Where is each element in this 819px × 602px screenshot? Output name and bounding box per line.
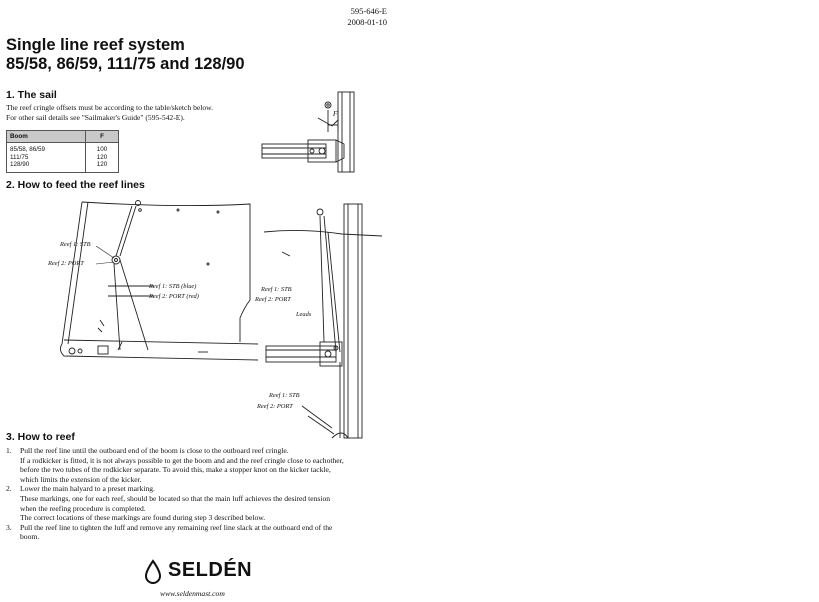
label-right-reef-2: Reef 2: PORT <box>255 296 291 303</box>
step-number: 1. <box>6 446 12 455</box>
label-mid-reef-2: Reef 2: PORT (red) <box>149 293 199 300</box>
leader-lines-left <box>96 246 156 300</box>
table-cell-f: 120 <box>86 154 119 162</box>
step-number: 3. <box>6 522 12 532</box>
step-line: If a rodkicker is fitted, it is not always possible to get the boom and and the reef cringle close to eachother, <box>20 455 344 465</box>
table-header-row <box>7 131 119 143</box>
label-mid-reef-1: Reef 1: STB (blue) <box>149 283 197 290</box>
table-header-boom: Boom <box>7 131 86 143</box>
table-cell-f: 120 <box>86 161 119 172</box>
step-line: which limits the extension of the kicker. <box>20 474 142 484</box>
document-number: 595-646-E <box>350 6 387 16</box>
section-2-heading: 2. How to feed the reef lines <box>6 179 145 191</box>
step-number: 2. <box>6 484 12 494</box>
selden-logo-icon <box>143 559 163 585</box>
table-row <box>7 161 119 172</box>
label-left-reef-1: Reef 1: STB <box>60 241 91 248</box>
reef-steps-list <box>6 446 386 542</box>
step-line: before the two tubes of the rodkicker separate. To avoid this, make a stopper knot on the kicker tackle, <box>20 465 331 475</box>
boom-offset-table <box>6 130 119 173</box>
list-item <box>6 484 386 522</box>
step-line: These markings, one for each reef, should be located so that the main luff achieves the desired tension <box>20 493 331 503</box>
section-1-para-2: For other sail details see "Sailmaker's Guide" (595-542-E). <box>6 113 185 122</box>
offset-label-f: F <box>333 110 338 118</box>
title-line-1: Single line reef system <box>6 36 185 54</box>
page-title <box>6 36 245 74</box>
step-line: Pull the reef line to tighten the luff and remove any remaining reef line slack at the outboard end of the <box>20 522 333 532</box>
label-bottom-reef-2: Reef 2: PORT <box>257 403 293 410</box>
table-cell-f: 100 <box>86 143 119 154</box>
table-cell-boom: 111/75 <box>7 154 86 162</box>
section-3-heading: 3. How to reef <box>6 431 75 443</box>
step-line: boom. <box>20 532 40 542</box>
sail-offset-sketch <box>258 88 386 174</box>
section-1-heading: 1. The sail <box>6 89 57 101</box>
label-leads: Leads <box>296 311 312 318</box>
label-bottom-reef-1: Reef 1: STB <box>269 392 300 399</box>
table-cell-boom: 85/58, 86/59 <box>7 143 86 154</box>
label-left-reef-2: Reef 2: PORT <box>48 260 84 267</box>
step-line: Lower the main halyard to a preset marking. <box>20 484 155 494</box>
table-row <box>7 154 119 162</box>
step-line: The correct locations of these markings are found during step 3 described below. <box>20 513 266 523</box>
title-line-2: 85/58, 86/59, 111/75 and 128/90 <box>6 55 245 73</box>
table-header-f: F <box>86 131 119 143</box>
label-right-reef-1: Reef 1: STB <box>261 286 292 293</box>
step-line: Pull the reef line until the outboard end of the boom is close to the outboard reef cringle. <box>20 446 289 455</box>
list-item <box>6 523 386 542</box>
document-header <box>331 6 387 28</box>
brand-logo-text: SELDÉN <box>168 559 253 581</box>
table-row <box>7 143 119 154</box>
step-line: when the reefing procedure is completed. <box>20 503 146 513</box>
list-item <box>6 446 386 484</box>
document-date: 2008-01-10 <box>347 17 387 27</box>
footer-url: www.seldenmast.com <box>160 589 225 598</box>
section-1-para-1: The reef cringle offsets must be according to the table/sketch below. <box>6 103 214 112</box>
table-cell-boom: 128/90 <box>7 161 86 172</box>
